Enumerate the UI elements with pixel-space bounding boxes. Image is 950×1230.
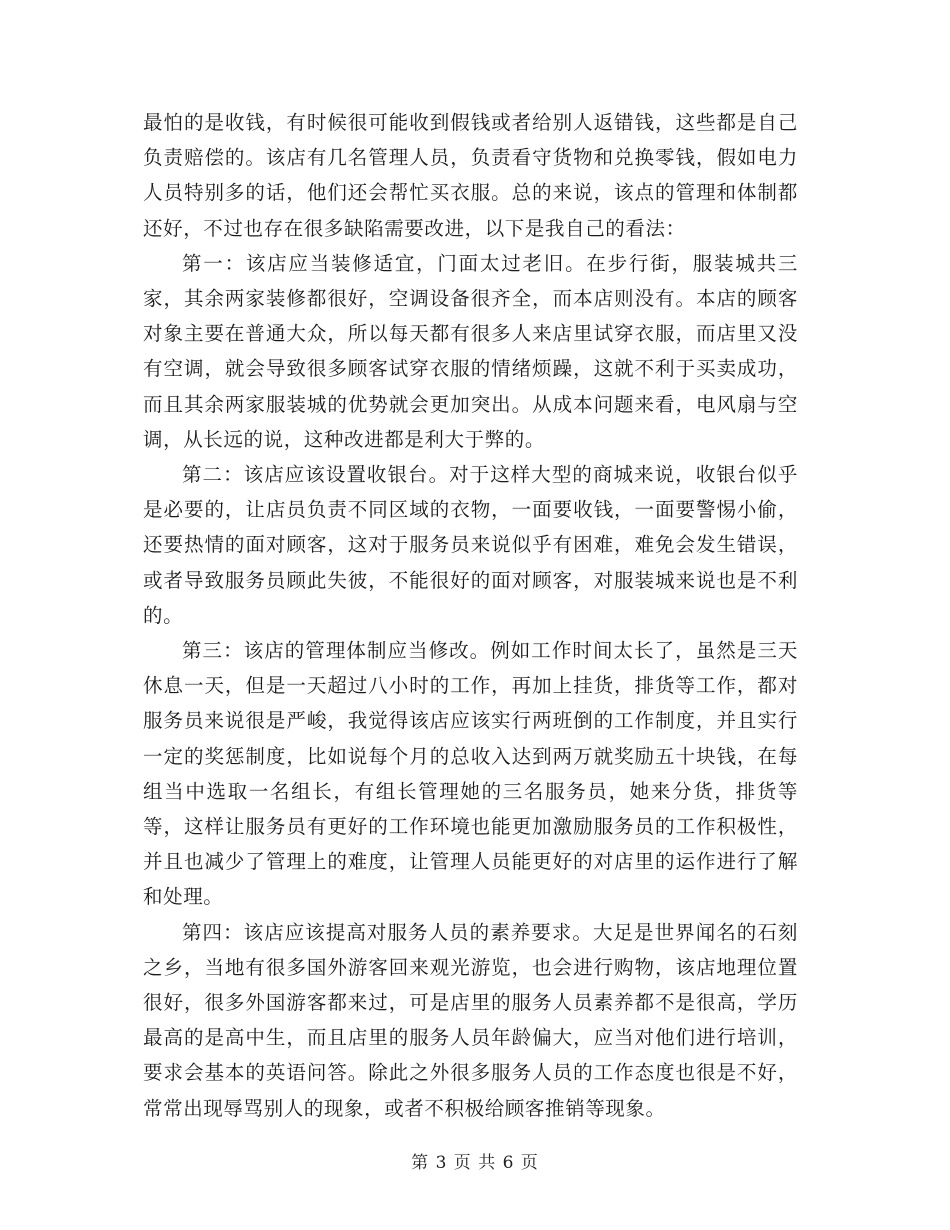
paragraph-point-4: 第四：该店应该提高对服务人员的素养要求。大足是世界闻名的石刻之乡，当地有很多国外游客回来观光游览，也会进行购物，该店地理位置很好，很多外国游客都来过，可是店里的服务人员素养都不是很高，学历最高的是高中生，而且店里的服务人员年龄偏大，应当对他们进行培训，要求会基本的英语问答。除此之外很多服务人员的工作态度也很是不好，常常出现辱骂别人的现象，或者不积极给顾客推销等现象。 [143,920,798,1120]
document-body [143,105,798,1126]
paragraph-point-1: 第一：该店应当装修适宜，门面太过老旧。在步行街，服装城共三家，其余两家装修都很好，空调设备很齐全，而本店则没有。本店的顾客对象主要在普通大众，所以每天都有很多人来店里试穿衣服，而店里又没有空调，就会导致很多顾客试穿衣服的情绪烦躁，这就不利于买卖成功，而且其余两家服装城的优势就会更加突出。从成本问题来看，电风扇与空调，从长远的说，这种改进都是利大于弊的。 [143,251,798,451]
paragraph-point-2: 第二：该店应该设置收银台。对于这样大型的商城来说，收银台似乎是必要的，让店员负责不同区域的衣物，一面要收钱，一面要警惕小偷，还要热情的面对顾客，这对于服务员来说似乎有困难，难免会发生错误，或者导致服务员顾此失彼，不能很好的面对顾客，对服装城来说也是不利的。 [143,463,798,627]
page-footer [0,1148,950,1173]
paragraph-continuation: 最怕的是收钱，有时候很可能收到假钱或者给别人返错钱，这些都是自己负责赔偿的。该店有几名管理人员，负责看守货物和兑换零钱，假如电力人员特别多的话，他们还会帮忙买衣服。总的来说，该点的管理和体制都还好，不过也存在很多缺陷需要改进，以下是我自己的看法： [143,111,798,240]
paragraph-point-3: 第三：该店的管理体制应当修改。例如工作时间太长了，虽然是三天休息一天，但是一天超过八小时的工作，再加上挂货，排货等工作，都对服务员来说很是严峻，我觉得该店应该实行两班倒的工作制度，并且实行一定的奖惩制度，比如说每个月的总收入达到两万就奖励五十块钱，在每组当中选取一名组长，有组长管理她的三名服务员，她来分货，排货等等，这样让服务员有更好的工作环境也能更加激励服务员的工作积极性，并且也减少了管理上的难度，让管理人员能更好的对店里的运作进行了解和处理。 [143,639,798,909]
page-number: 第 3 页 共 6 页 [411,1153,539,1173]
